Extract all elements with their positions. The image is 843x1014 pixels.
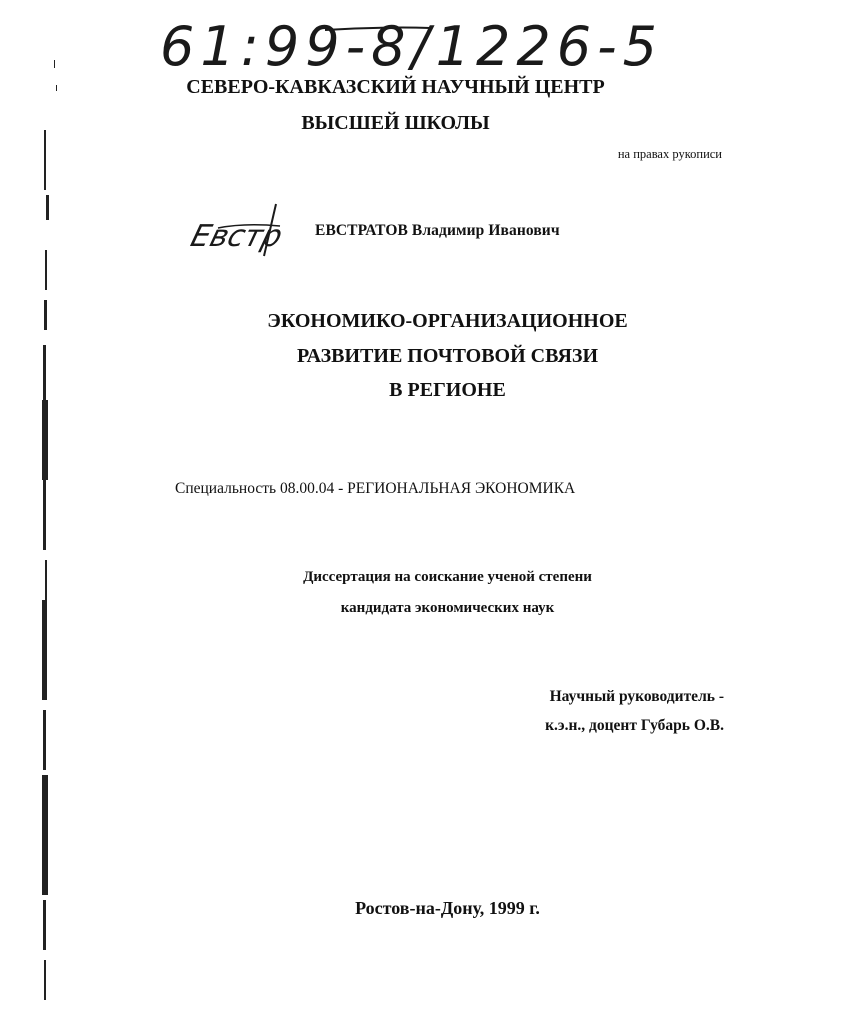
archive-number-handwritten — [160, 10, 680, 80]
scan-binding-edge — [0, 0, 60, 1014]
organization-line-1: СЕВЕРО-КАВКАЗСКИЙ НАУЧНЫЙ ЦЕНТР — [186, 76, 605, 98]
rights-note: на правах рукописи — [617, 147, 722, 161]
specialty: Специальность 08.00.04 - РЕГИОНАЛЬНАЯ ЭКОНОМИКА — [175, 480, 576, 497]
dissertation-line-2: кандидата экономических наук — [340, 600, 555, 616]
author-name: ЕВСТРАТОВ Владимир Иванович — [315, 222, 560, 239]
advisor-line-1: Научный руководитель - — [549, 688, 724, 705]
place-and-year: Ростов-на-Дону, 1999 г. — [355, 898, 540, 918]
archive-number-text: 61:99-8/1226-5 — [160, 15, 663, 78]
title-line-2: РАЗВИТИЕ ПОЧТОВОЙ СВЯЗИ — [296, 345, 598, 367]
organization-line-2: ВЫСШЕЙ ШКОЛЫ — [301, 112, 490, 134]
signature-text: Евстр — [187, 219, 286, 254]
title-line-1: ЭКОНОМИКО-ОРГАНИЗАЦИОННОЕ — [267, 310, 628, 332]
advisor-line-2: к.э.н., доцент Губарь О.В. — [545, 717, 724, 734]
author-signature — [187, 198, 290, 260]
dissertation-line-1: Диссертация на соискание ученой степени — [303, 569, 592, 585]
title-line-3: В РЕГИОНЕ — [389, 379, 506, 401]
